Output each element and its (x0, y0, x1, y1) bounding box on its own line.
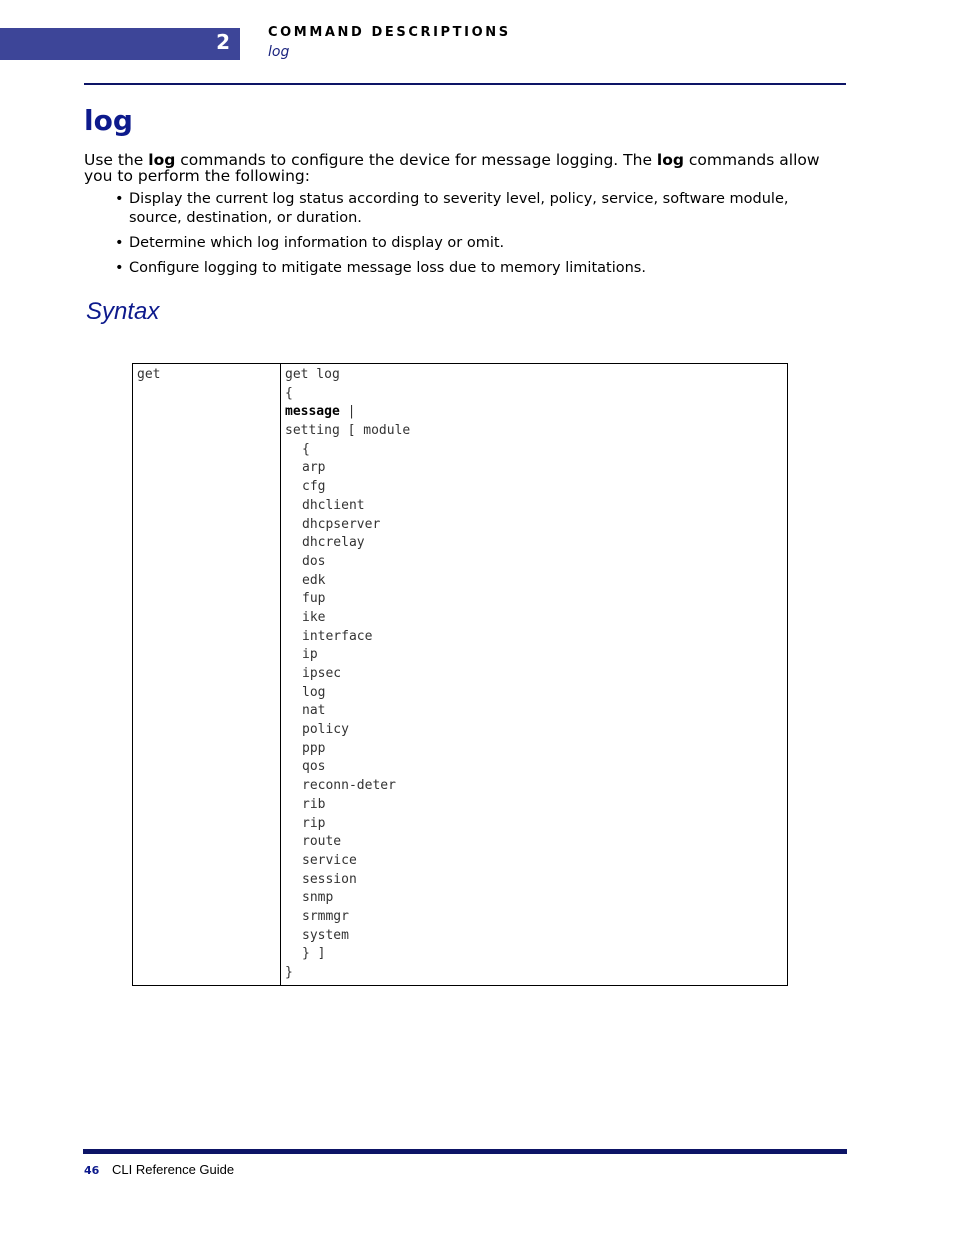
module-line: log (302, 684, 326, 700)
header-rule (84, 83, 846, 85)
chapter-title: COMMAND DESCRIPTIONS (268, 25, 511, 40)
list-item (115, 190, 835, 228)
module-line: nat (302, 703, 326, 719)
bullet-icon: • (115, 191, 124, 207)
code-line: { (285, 385, 293, 401)
table-divider (280, 364, 281, 985)
message-keyword: message (285, 404, 340, 420)
module-line: dhclient (302, 497, 365, 513)
intro-text-2: commands to configure the device for message logging. The (175, 151, 657, 169)
module-line: rib (302, 796, 326, 812)
module-line: cfg (302, 479, 326, 495)
intro-text-1: Use the (84, 151, 149, 169)
list-item (115, 259, 835, 278)
chapter-number: 2 (216, 30, 230, 54)
code-line-message (285, 403, 775, 422)
code-line: get log (285, 367, 340, 382)
module-line: policy (302, 722, 349, 738)
code-line-close-inner: } ] (302, 946, 326, 962)
syntax-heading: Syntax (86, 298, 160, 325)
module-line: ip (302, 647, 318, 663)
module-line: srmmgr (302, 908, 349, 924)
module-line: dos (302, 553, 326, 569)
intro-paragraph (84, 152, 834, 184)
module-line: fup (302, 591, 326, 607)
module-line: edk (302, 572, 326, 588)
code-line-open-brace: { (302, 441, 310, 457)
module-list (285, 459, 775, 945)
module-line: rip (302, 815, 326, 831)
module-line: snmp (302, 890, 334, 906)
syntax-command: get (137, 367, 161, 382)
intro-text-3: commands allow you to perform the following: (84, 151, 820, 185)
module-line: ipsec (302, 666, 342, 681)
module-line: interface (302, 628, 373, 644)
module-line: session (302, 871, 357, 887)
module-line: service (302, 852, 357, 868)
list-item-text: Determine which log information to display or omit. (129, 235, 505, 251)
syntax-definition-cell (285, 366, 775, 983)
module-line: system (302, 927, 349, 943)
chapter-tab (0, 28, 240, 60)
module-line: ike (302, 609, 326, 625)
module-line: arp (302, 460, 326, 476)
module-line: reconn-deter (302, 778, 396, 794)
syntax-table (132, 363, 788, 986)
list-item-text: Display the current log status according to severity level, policy, service, software module, source, destination, or duration. (129, 191, 789, 226)
list-item-text: Configure logging to mitigate message loss due to memory limitations. (129, 260, 646, 276)
footer-page-number: 46 (84, 1164, 100, 1177)
module-line: qos (302, 759, 326, 775)
module-line: route (302, 834, 342, 850)
module-line: dhcpserver (302, 516, 381, 532)
intro-keyword-2: log (656, 151, 684, 169)
code-line-setting: setting [ module (285, 423, 411, 439)
bullet-icon: • (115, 260, 124, 276)
intro-keyword-1: log (148, 151, 176, 169)
code-line-close-outer: } (285, 965, 293, 980)
syntax-command-cell (137, 366, 160, 385)
list-item (115, 234, 835, 253)
header-section: log (268, 44, 290, 60)
bullet-list (115, 190, 835, 284)
page-title: log (84, 104, 133, 137)
module-line: ppp (302, 740, 326, 756)
footer-rule (83, 1149, 847, 1154)
bullet-icon: • (115, 235, 124, 251)
message-separator: | (339, 404, 356, 420)
module-line: dhcrelay (302, 535, 365, 551)
footer-guide-title: CLI Reference Guide (112, 1162, 235, 1177)
